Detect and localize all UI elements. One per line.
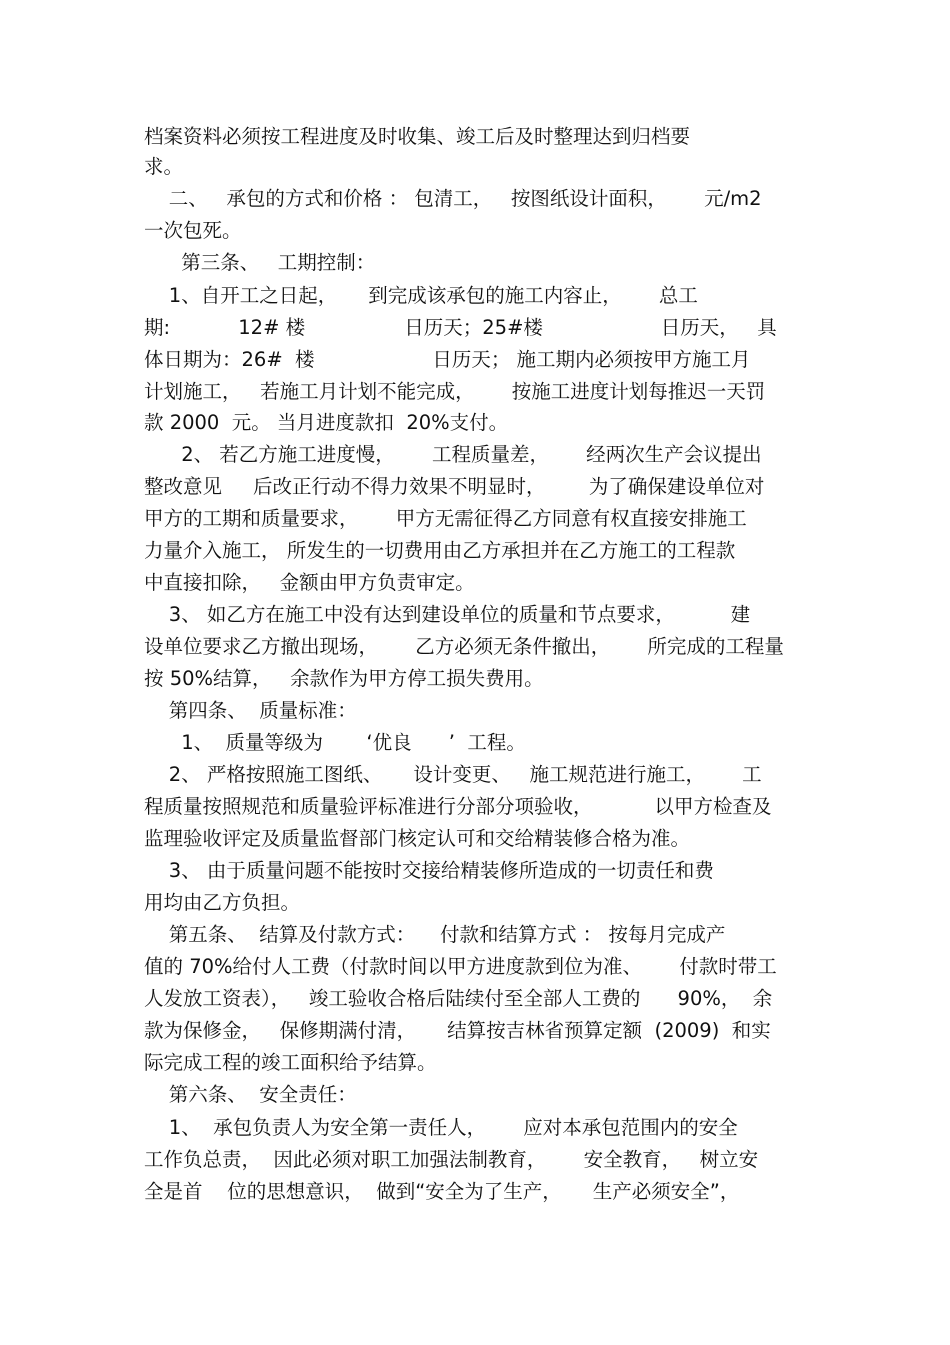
body-text-line: 设单位要求乙方撤出现场， 乙方必须无条件撤出， 所完成的工程量 [144, 635, 784, 658]
body-text-line: 人发放工资表）， 竣工验收合格后陆续付至全部人工费的 90%， 余 [144, 987, 773, 1010]
section-heading: 第三条、 工期控制： [144, 251, 376, 274]
body-text-line: 全是首 位的思想意识， 做到“安全为了生产， 生产必须安全”， [144, 1180, 740, 1203]
body-text-line: 值的 70%给付人工费（付款时间以甲方进度款到位为准、 付款时带工 [144, 955, 777, 978]
body-text-line: 力量介入施工， 所发生的一切费用由乙方承担并在乙方施工的工程款 [144, 539, 736, 562]
section-heading: 第六条、 安全责任： [144, 1083, 357, 1106]
body-text-line: 2、 严格按照施工图纸、 设计变更、 施工规范进行施工， 工 [144, 763, 762, 786]
body-text-line: 计划施工， 若施工月计划不能完成， 按施工进度计划每推迟一天罚 [144, 380, 766, 403]
body-text-line: 档案资料必须按工程进度及时收集、竣工后及时整理达到归档要 [144, 125, 691, 148]
body-text-line: 中直接扣除， 金额由甲方负责审定。 [144, 571, 475, 594]
body-text-line: 求。 [144, 155, 184, 178]
body-text-line: 际完成工程的竣工面积给予结算。 [144, 1051, 437, 1074]
body-text-line: 用均由乙方负担。 [144, 891, 301, 914]
body-text-line: 一次包死。 [144, 219, 242, 242]
section-heading: 第五条、 结算及付款方式： 付款和结算方式 ： 按每月完成产 [144, 923, 726, 946]
body-text-line: 1、自开工之日起， 到完成该承包的施工内容止， 总工 [144, 284, 698, 307]
body-text-line: 二、 承包的方式和价格 ： 包清工， 按图纸设计面积， 元/m2 [144, 187, 762, 210]
body-text-line: 3、 如乙方在施工中没有达到建设单位的质量和节点要求， 建 [144, 603, 751, 626]
body-text-line: 款为保修金， 保修期满付清， 结算按吉林省预算定额 (2009) 和实 [144, 1019, 771, 1042]
section-heading: 第四条、 质量标准： [144, 699, 357, 722]
body-text-line: 监理验收评定及质量监督部门核定认可和交给精装修合格为准。 [144, 827, 691, 850]
body-text-line: 程质量按照规范和质量验评标准进行分部分项验收， 以甲方检查及 [144, 795, 772, 818]
body-text-line: 体日期为：26# 楼 日历天； 施工期内必须按甲方施工月 [144, 348, 751, 371]
body-text-line: 期: 12# 楼 日历天；25#楼 日历天， 具 [144, 316, 777, 339]
body-text-line: 1、 质量等级为 ‘优良 ’ 工程。 [144, 731, 526, 754]
body-text-line: 整改意见 后改正行动不得力效果不明显时， 为了确保建设单位对 [144, 475, 765, 498]
body-text-line: 款 2000 元。 当月进度款扣 20%支付。 [144, 411, 509, 434]
body-text-line: 2、 若乙方施工进度慢， 工程质量差， 经两次生产会议提出 [144, 443, 762, 466]
body-text-line: 1、 承包负责人为安全第一责任人， 应对本承包范围内的安全 [144, 1116, 738, 1139]
body-text-line: 甲方的工期和质量要求， 甲方无需征得乙方同意有权直接安排施工 [144, 507, 747, 530]
body-text-line: 工作负总责， 因此必须对职工加强法制教育， 安全教育， 树立安 [144, 1148, 759, 1171]
body-text-line: 按 50%结算， 余款作为甲方停工损失费用。 [144, 667, 544, 690]
body-text-line: 3、 由于质量问题不能按时交接给精装修所造成的一切责任和费 [144, 859, 714, 882]
